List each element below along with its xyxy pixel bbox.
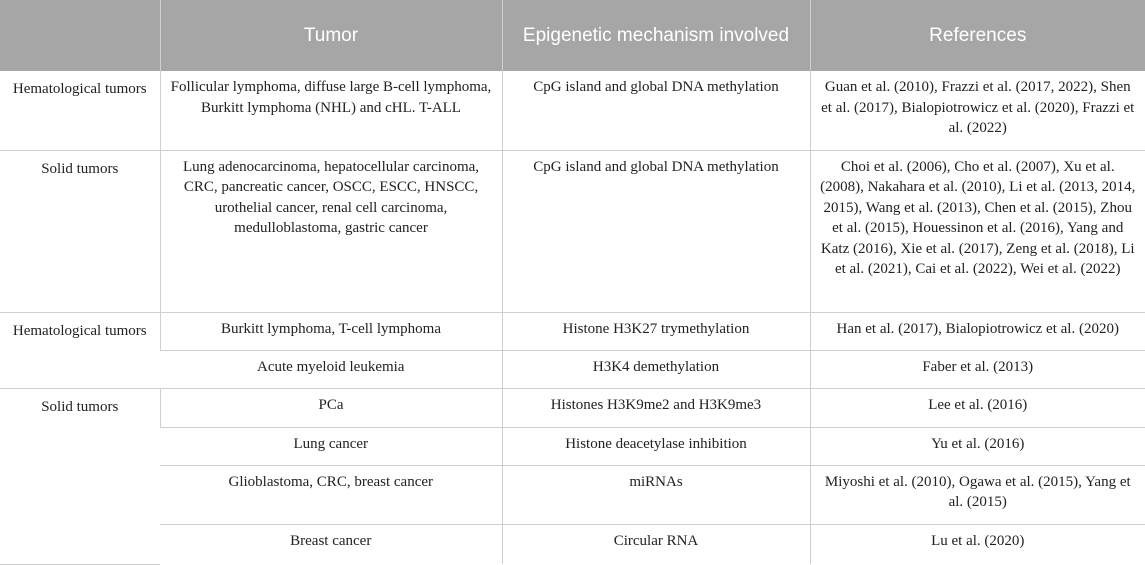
- references-cell: Guan et al. (2010), Frazzi et al. (2017, 2022), Shen et al. (2017), Bialopiotrowicz et al. (2020), Frazzi et al. (2022): [810, 71, 1145, 150]
- references-cell: Faber et al. (2013): [810, 350, 1145, 388]
- table-row: [0, 388, 1145, 427]
- mechanism-cell: Circular RNA: [502, 524, 810, 564]
- table-row: [0, 524, 1145, 564]
- mechanism-cell: Histone deacetylase inhibition: [502, 427, 810, 465]
- tumor-cell: Lung cancer: [160, 427, 502, 465]
- header-tumor: Tumor: [160, 0, 502, 71]
- mechanism-cell: miRNAs: [502, 465, 810, 524]
- table-row: [0, 71, 1145, 150]
- table-row: [0, 312, 1145, 350]
- references-cell: Lee et al. (2016): [810, 388, 1145, 427]
- tumor-cell: Breast cancer: [290, 532, 372, 549]
- tumor-cell: PCa: [160, 388, 502, 427]
- tumor-cell: Burkitt lymphoma, T-cell lymphoma: [160, 312, 502, 350]
- mechanism-cell: Histones H3K9me2 and H3K9me3: [502, 388, 810, 427]
- group-cell: Solid tumors: [0, 150, 160, 312]
- header-references: References: [810, 0, 1145, 71]
- mechanism-cell: H3K4 demethylation: [502, 350, 810, 388]
- table-row: [0, 150, 1145, 312]
- tumor-cell: Glioblastoma, CRC, breast cancer: [160, 465, 502, 524]
- references-cell: Lu et al. (2020): [810, 524, 1145, 564]
- mechanism-cell: Histone H3K27 trymethylation: [502, 312, 810, 350]
- group-cell: Hematological tumors: [0, 312, 160, 388]
- references-cell: Miyoshi et al. (2010), Ogawa et al. (2015), Yang et al. (2015): [810, 465, 1145, 524]
- references-cell: Han et al. (2017), Bialopiotrowicz et al. (2020): [810, 312, 1145, 350]
- header-group: [0, 0, 160, 71]
- mechanism-cell: CpG island and global DNA methylation: [502, 71, 810, 150]
- tumor-cell: Acute myeloid leukemia: [160, 350, 502, 388]
- group-cell: Solid tumors: [0, 388, 160, 564]
- table-row: [0, 350, 1145, 388]
- mechanism-cell: CpG island and global DNA methylation: [502, 150, 810, 312]
- tumor-cell: Lung adenocarcinoma, hepatocellular carcinoma, CRC, pancreatic cancer, OSCC, ESCC, HNSCC, urothelial cancer, renal cell carcinoma, medulloblastoma, gastric cancer: [160, 150, 502, 312]
- tumor-cell: Follicular lymphoma, diffuse large B-cell lymphoma, Burkitt lymphoma (NHL) and cHL. T-ALL: [160, 71, 502, 150]
- references-cell: Yu et al. (2016): [810, 427, 1145, 465]
- header-row: [0, 0, 1145, 71]
- table-row: [0, 465, 1145, 524]
- header-mechanism: Epigenetic mechanism involved: [502, 0, 810, 71]
- group-cell: Hematological tumors: [0, 71, 160, 150]
- references-cell: Choi et al. (2006), Cho et al. (2007), Xu et al. (2008), Nakahara et al. (2010), Li et al. (2013, 2014, 2015), Wang et al. (2013), Chen et al. (2015), Zhou et al. (2015), Houessinon et al. (2016), Yang and Katz (2016), Xie et al. (2017), Zeng et al. (2018), Li et al. (2021), Cai et al. (2022), Wei et al. (2022): [810, 150, 1145, 312]
- table-row: [0, 427, 1145, 465]
